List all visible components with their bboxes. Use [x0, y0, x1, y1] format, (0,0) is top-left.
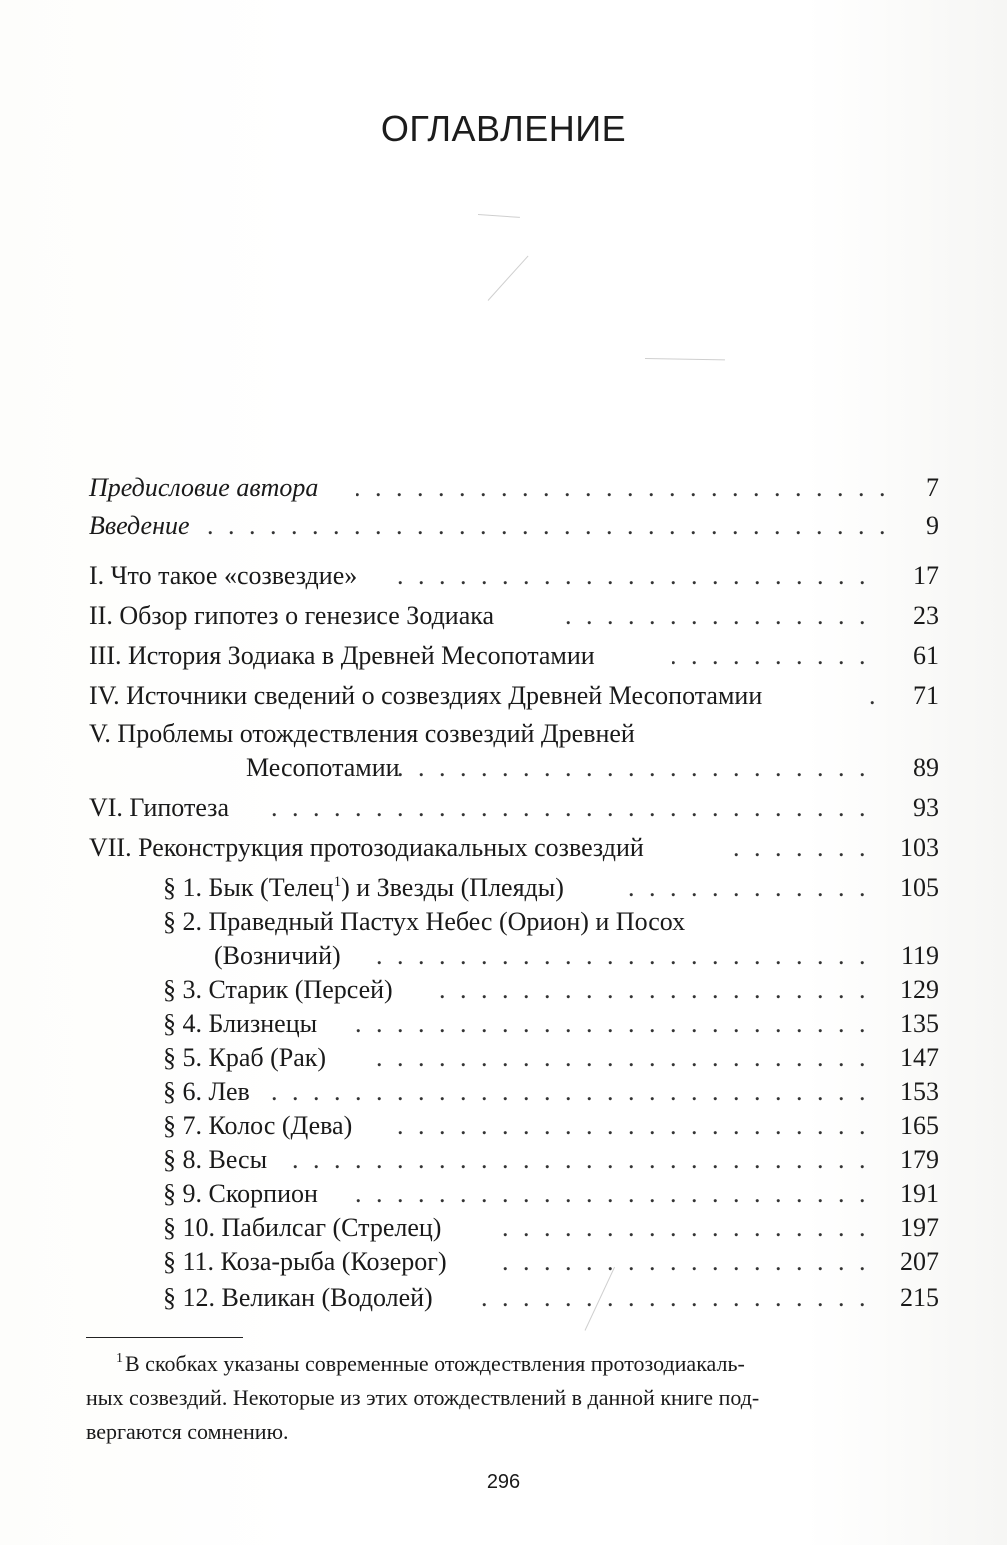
- dot-leader: [430, 972, 866, 1008]
- toc-entry-title: II. Обзор гипотез о генезисе Зодиака: [89, 601, 495, 630]
- toc-entry-page: 135: [900, 1009, 939, 1038]
- toc-entry: [0, 638, 1007, 674]
- toc-entry-page: 119: [900, 941, 939, 970]
- toc-entry-page: 103: [900, 833, 939, 862]
- toc-entry-continuation: [0, 938, 1007, 974]
- toc-entry-title: § 11. Коза-рыба (Козерог): [163, 1247, 447, 1276]
- dot-leader: [486, 1210, 866, 1246]
- toc-entry: [0, 1280, 1007, 1316]
- toc-entry: [0, 598, 1007, 634]
- toc-entry-title: § 5. Краб (Рак): [163, 1043, 327, 1072]
- toc-entry-title-continuation: Месопотамии: [246, 753, 400, 782]
- toc-entry-page: 191: [900, 1179, 939, 1208]
- toc-entry: [0, 830, 1007, 866]
- toc-entry-title: § 4. Близнецы: [163, 1009, 318, 1038]
- footnote-line: вергаются сомнению.: [86, 1419, 289, 1444]
- dot-leader: [345, 1006, 866, 1042]
- dot-leader: [375, 1040, 866, 1076]
- toc-entry-title: § 9. Скорпион: [163, 1179, 318, 1208]
- page-title: ОГЛАВЛЕНИЕ: [380, 108, 627, 149]
- toc-entry: [0, 678, 1007, 714]
- toc-entry-title: V. Проблемы отождествления созвездий Древней: [89, 719, 635, 748]
- toc-entry-page: 129: [900, 975, 939, 1004]
- toc-entry-title: § 6. Лев: [163, 1077, 250, 1106]
- dot-leader: [350, 1176, 866, 1212]
- toc-entry-page: 93: [913, 793, 939, 822]
- toc-entry-title: Предисловие автора: [89, 473, 319, 502]
- dot-leader: [726, 830, 866, 866]
- footnote-marker[interactable]: 1: [333, 874, 342, 890]
- toc-entry-title: § 10. Пабилсаг (Стрелец): [163, 1213, 442, 1242]
- toc-entry: [0, 1142, 1007, 1178]
- toc-entry-title: VII. Реконструкция протозодиакальных созвездий: [89, 833, 644, 862]
- toc-entry: [0, 1244, 1007, 1280]
- toc-entry-page: 17: [913, 561, 939, 590]
- dot-leader: [270, 1074, 866, 1110]
- toc-entry: [0, 470, 1007, 506]
- toc-entry: [0, 790, 1007, 826]
- toc-entry-page: 71: [913, 681, 939, 710]
- dot-leader: [550, 598, 866, 634]
- toc-entry-page: 89: [913, 753, 939, 782]
- dot-leader: [388, 1108, 866, 1144]
- dot-leader: [284, 1142, 866, 1178]
- toc-entry-page: 7: [926, 473, 939, 502]
- toc-entry-page: 165: [900, 1111, 939, 1140]
- toc-entry-title: IV. Источники сведений о созвездиях Древней Месопотамии: [89, 681, 763, 710]
- dot-leader: [398, 750, 866, 786]
- toc-entry-page: 147: [900, 1043, 939, 1072]
- dot-leader: [356, 470, 886, 506]
- dot-leader: [672, 638, 866, 674]
- dot-leader: [256, 790, 866, 826]
- page-number: 296: [486, 1471, 521, 1493]
- toc-entry: [0, 508, 1007, 544]
- toc-entry-title-part: ) и Звезды (Плеяды): [341, 873, 564, 902]
- toc-entry: [0, 558, 1007, 594]
- toc-entry-title: § 3. Старик (Персей): [163, 975, 393, 1004]
- toc-entry-title: Введение: [89, 511, 190, 540]
- footnote-number: 1: [116, 1351, 123, 1366]
- toc-entry-title-part: § 1. Бык (Телец: [163, 873, 334, 902]
- toc-entry-title: I. Что такое «созвездие»: [89, 561, 358, 590]
- toc-entry-title: VI. Гипотеза: [89, 793, 229, 822]
- toc-entry-title: § 2. Праведный Пастух Небес (Орион) и Посох: [163, 907, 686, 936]
- dot-leader: [476, 1280, 866, 1316]
- footnote-line: [86, 1348, 946, 1384]
- toc-entry-page: 207: [900, 1247, 939, 1276]
- toc-entry-page: 215: [900, 1283, 939, 1312]
- footnote-text: В скобках указаны современные отождествления протозодиакаль-: [125, 1351, 745, 1376]
- toc-entry: [0, 1040, 1007, 1076]
- toc-entry: [0, 1176, 1007, 1212]
- toc-entry-continuation: [0, 750, 1007, 786]
- toc-entry-title-continuation: (Возничий): [214, 941, 341, 970]
- toc-entry: [0, 1074, 1007, 1110]
- dot-leader: [620, 870, 866, 906]
- toc-entry-page: 153: [900, 1077, 939, 1106]
- toc-entry-page: 179: [900, 1145, 939, 1174]
- toc-entry-page: 61: [913, 641, 939, 670]
- dot-leader: [396, 558, 866, 594]
- footnote-separator: [86, 1337, 243, 1338]
- dot-leader: [205, 508, 886, 544]
- toc-entry: [0, 904, 1007, 940]
- toc-entry-title: § 12. Великан (Водолей): [163, 1283, 433, 1312]
- footnote-line: ных созвездий. Некоторые из этих отождествлений в данной книге под-: [86, 1385, 760, 1410]
- toc-entry: [0, 1210, 1007, 1246]
- toc-entry-title: III. История Зодиака в Древней Месопотамии: [89, 641, 595, 670]
- toc-entry: [0, 1108, 1007, 1144]
- toc-entry-title: § 7. Колос (Дева): [163, 1111, 353, 1140]
- toc-entry: [0, 716, 1007, 752]
- toc-entry-title: § 8. Весы: [163, 1145, 268, 1174]
- dot-leader: [502, 1244, 866, 1280]
- toc-entry: [0, 870, 1007, 906]
- toc-entry-page: 105: [900, 873, 939, 902]
- toc-entry: [0, 972, 1007, 1008]
- toc-entry-page: 197: [900, 1213, 939, 1242]
- toc-entry-page: 9: [926, 511, 939, 540]
- toc-entry-page: 23: [913, 601, 939, 630]
- toc-entry: [0, 1006, 1007, 1042]
- dot-leader: [366, 938, 866, 974]
- dot-leader: [856, 678, 876, 714]
